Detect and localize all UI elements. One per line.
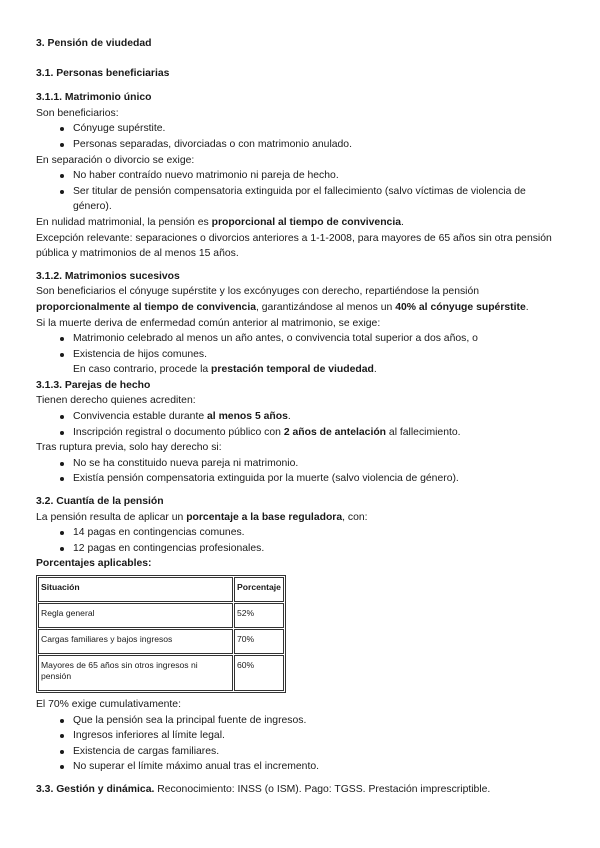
paragraph: Son beneficiarios: xyxy=(36,107,119,119)
percentages-table xyxy=(36,575,286,693)
spacer xyxy=(36,775,564,782)
text: Inscripción registral o documento público con xyxy=(73,426,284,438)
paragraph: El 70% exige cumulativamente: xyxy=(36,699,181,710)
table-cell: Regla general xyxy=(38,603,233,628)
table-header-row xyxy=(38,577,284,602)
section-3-1-1-title: 3.1.1. Matrimonio único xyxy=(36,92,152,104)
list-item xyxy=(36,409,564,425)
table-title: Porcentajes aplicables: xyxy=(36,558,152,570)
text: . xyxy=(373,364,377,376)
paragraph xyxy=(36,284,564,315)
bullet-list xyxy=(36,525,564,556)
text: En caso contrario, procede la xyxy=(73,364,212,376)
text: . xyxy=(400,216,404,228)
bold-text: 2 años de antelación xyxy=(283,426,387,438)
text: En nulidad matrimonial, la pensión es xyxy=(36,216,212,228)
paragraph: Tras ruptura previa, solo hay derecho si: xyxy=(36,442,222,454)
text: La pensión resulta de aplicar un xyxy=(36,511,187,523)
text: Son beneficiarios el cónyuge supérstite y los excónyuges con derecho, repartiéndose la pensión xyxy=(36,286,480,298)
section-3-3-paragraph xyxy=(36,782,564,798)
text: al fallecimiento. xyxy=(386,426,461,438)
table-row xyxy=(38,603,284,628)
bullet-list xyxy=(36,331,564,362)
section-3-1-2-title: 3.1.2. Matrimonios sucesivos xyxy=(36,270,180,282)
section-3-1-title: 3.1. Personas beneficiarias xyxy=(36,67,170,79)
bullet-list xyxy=(36,168,564,215)
section-3-2-title: 3.2. Cuantía de la pensión xyxy=(36,496,164,508)
paragraph: Si la muerte deriva de enfermedad común anterior al matrimonio, se exige: xyxy=(36,317,381,329)
bold-text: prestación temporal de viudedad xyxy=(211,364,374,376)
bold-text: porcentaje a la base reguladora xyxy=(186,511,343,523)
text: , garantizándose al menos un xyxy=(256,301,396,313)
list-item: No se ha constituido nueva pareja ni matrimonio. xyxy=(36,456,564,472)
list-item: No superar el límite máximo anual tras el incremento. xyxy=(36,759,564,775)
list-item: Personas separadas, divorciadas o con matrimonio anulado. xyxy=(36,137,564,153)
list-item: Existencia de hijos comunes. xyxy=(36,347,564,363)
bullet-list xyxy=(36,713,564,775)
section-3-3-title: 3.3. Gestión y dinámica. xyxy=(36,783,155,795)
table-cell: Mayores de 65 años sin otros ingresos ni pensión xyxy=(38,655,233,691)
paragraph: Tienen derecho quienes acrediten: xyxy=(36,395,196,407)
text: . xyxy=(287,411,291,423)
list-item: Ser titular de pensión compensatoria extinguida por el fallecimiento (salvo víctimas de violencia de género). xyxy=(36,184,564,215)
list-item xyxy=(36,425,564,441)
paragraph: En separación o divorcio se exige: xyxy=(36,154,195,166)
section-3-title: 3. Pensión de viudedad xyxy=(36,38,152,49)
bold-text: al menos 5 años xyxy=(207,411,288,423)
bullet-list xyxy=(36,409,564,440)
list-item: 14 pagas en contingencias comunes. xyxy=(36,525,564,541)
table-cell: Cargas familiares y bajos ingresos xyxy=(38,629,233,654)
list-item: Que la pensión sea la principal fuente de ingresos. xyxy=(36,713,564,729)
table-cell: 52% xyxy=(234,603,284,628)
table-cell: 70% xyxy=(234,629,284,654)
document-content xyxy=(36,36,564,798)
bold-text: 40% al cónyuge supérstite xyxy=(395,301,526,313)
text: Convivencia estable durante xyxy=(73,411,208,423)
text: Reconocimiento: INSS (o ISM). Pago: TGSS. Prestación imprescriptible. xyxy=(154,783,491,795)
list-item: Existía pensión compensatoria extinguida por la muerte (salvo violencia de género). xyxy=(36,471,564,487)
spacer xyxy=(36,487,564,494)
list-item: Ingresos inferiores al límite legal. xyxy=(36,728,564,744)
table-row xyxy=(38,655,284,691)
list-item: Matrimonio celebrado al menos un año antes, o convivencia total superior a dos años, o xyxy=(36,331,564,347)
table-cell: 60% xyxy=(234,655,284,691)
spacer xyxy=(36,262,564,269)
table-row xyxy=(38,629,284,654)
list-item: No haber contraído nuevo matrimonio ni pareja de hecho. xyxy=(36,168,564,184)
paragraph xyxy=(36,510,564,526)
paragraph xyxy=(36,215,564,231)
list-item: 12 pagas en contingencias profesionales. xyxy=(36,541,564,557)
section-3-1-3-title: 3.1.3. Parejas de hecho xyxy=(36,379,151,391)
text: , con: xyxy=(342,511,368,523)
paragraph: Excepción relevante: separaciones o divorcios anteriores a 1-1-2008, para mayores de 65 años sin otra pensión pública y matrimonios de al menos 15 años. xyxy=(36,232,552,260)
table-header-cell: Situación xyxy=(38,577,233,602)
list-item: Cónyuge supérstite. xyxy=(36,121,564,137)
bold-text: proporcionalmente al tiempo de convivencia xyxy=(36,301,256,313)
bullet-list xyxy=(36,456,564,487)
list-item: Existencia de cargas familiares. xyxy=(36,744,564,760)
bold-text: proporcional al tiempo de convivencia xyxy=(211,216,401,228)
paragraph xyxy=(36,362,564,378)
bullet-list xyxy=(36,121,564,152)
text: . xyxy=(525,301,529,313)
table-header-cell: Porcentaje xyxy=(234,577,284,602)
